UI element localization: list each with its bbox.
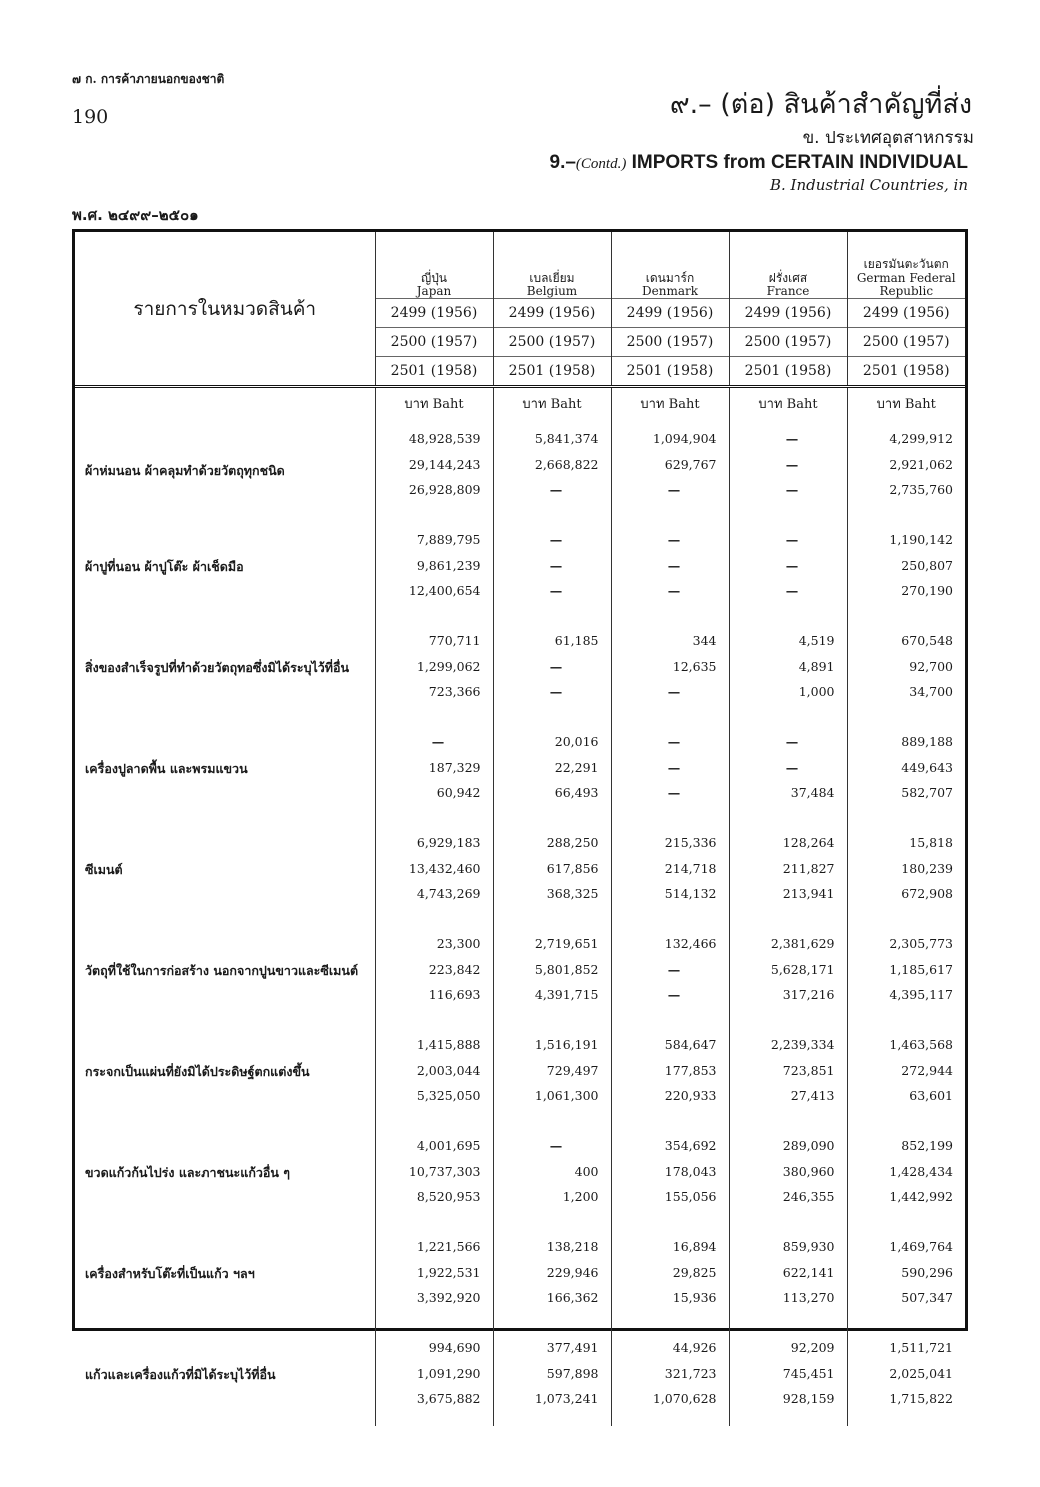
table-row bbox=[75, 719, 965, 820]
value: 44,926 bbox=[672, 1340, 717, 1355]
value: 723,851 bbox=[782, 1062, 835, 1078]
value-cell bbox=[729, 1123, 847, 1224]
value: — bbox=[785, 557, 799, 573]
column-thai-name: เยอรมันตะวันตก bbox=[863, 257, 949, 272]
value: 4,519 bbox=[798, 633, 835, 648]
row-label: แก้วและเครื่องแก้วที่มิได้ระบุไว้ที่อื่น bbox=[85, 1367, 276, 1383]
value: — bbox=[785, 456, 799, 472]
value: 155,056 bbox=[664, 1189, 717, 1204]
value: 60,942 bbox=[436, 785, 481, 800]
column-english-name: German Federal Republic bbox=[856, 270, 956, 298]
value-cell bbox=[847, 418, 965, 517]
value: 61,185 bbox=[554, 633, 599, 648]
value-cell bbox=[493, 618, 611, 719]
value: 622,141 bbox=[782, 1264, 835, 1280]
value: 7,889,795 bbox=[416, 532, 481, 547]
value-cell bbox=[375, 820, 493, 921]
value: — bbox=[549, 532, 563, 547]
value: 597,898 bbox=[546, 1365, 599, 1381]
year-cell: 2500 (1957) bbox=[729, 328, 847, 357]
value-cell bbox=[847, 517, 965, 618]
year-cell: 2501 (1958) bbox=[375, 357, 493, 387]
column-english-name: Denmark bbox=[642, 283, 698, 298]
value-cell bbox=[611, 820, 729, 921]
value: 211,827 bbox=[782, 860, 835, 876]
value: — bbox=[667, 987, 681, 1002]
year-cell: 2501 (1958) bbox=[729, 357, 847, 387]
unit-cell: บาท Baht bbox=[847, 387, 965, 419]
value: — bbox=[785, 532, 799, 547]
page-subtitle-english: B. Industrial Countries, in bbox=[769, 176, 968, 194]
value: 5,841,374 bbox=[534, 431, 599, 446]
value-cell bbox=[375, 921, 493, 1022]
column-thai-name: ญี่ปุ่น bbox=[420, 270, 448, 285]
value: 1,073,241 bbox=[534, 1391, 599, 1406]
value: — bbox=[667, 557, 681, 573]
value-cell bbox=[493, 820, 611, 921]
value: 10,737,303 bbox=[408, 1163, 481, 1179]
value: 92,700 bbox=[909, 658, 953, 674]
value: 13,432,460 bbox=[408, 860, 481, 876]
value-cell bbox=[375, 618, 493, 719]
value: 1,428,434 bbox=[889, 1163, 953, 1179]
value: — bbox=[549, 482, 563, 497]
value: 1,463,568 bbox=[889, 1037, 953, 1052]
value: 368,325 bbox=[546, 886, 599, 901]
value: 2,305,773 bbox=[889, 936, 953, 951]
import-table bbox=[72, 229, 968, 1406]
year-cell: 2499 (1956) bbox=[729, 299, 847, 328]
value-cell bbox=[847, 1022, 965, 1123]
value: 745,451 bbox=[782, 1365, 835, 1381]
value: 344 bbox=[692, 633, 717, 648]
value: 2,381,629 bbox=[770, 936, 835, 951]
value: 250,807 bbox=[901, 557, 953, 573]
column-header-france bbox=[729, 232, 847, 299]
value: 220,933 bbox=[664, 1088, 717, 1103]
value-cell bbox=[729, 1224, 847, 1325]
value: 317,216 bbox=[782, 987, 835, 1002]
value: 214,718 bbox=[664, 860, 717, 876]
value: 66,493 bbox=[554, 785, 599, 800]
value: 5,801,852 bbox=[534, 961, 599, 977]
table-row bbox=[75, 1224, 965, 1325]
value: 400 bbox=[574, 1163, 599, 1179]
value: 380,960 bbox=[782, 1163, 835, 1179]
title-number: 9.– bbox=[549, 152, 576, 173]
table-row bbox=[75, 1325, 965, 1426]
value: 889,188 bbox=[901, 734, 953, 749]
value: 582,707 bbox=[901, 785, 953, 800]
table-row bbox=[75, 921, 965, 1022]
value: 2,239,334 bbox=[770, 1037, 835, 1052]
year-range: พ.ศ. ๒๔๙๙–๒๕๐๑ bbox=[72, 206, 199, 224]
value-cell bbox=[493, 1224, 611, 1325]
column-header-denmark bbox=[611, 232, 729, 299]
value: 15,936 bbox=[672, 1290, 717, 1305]
section-label: ๗ ก. การค้าภายนอกของชาติ bbox=[72, 72, 225, 86]
row-label: ผ้าห่มนอน ผ้าคลุมทำด้วยวัตถุทุกชนิด bbox=[85, 463, 285, 479]
value-cell bbox=[611, 418, 729, 517]
unit-blank-cell bbox=[75, 387, 375, 419]
value: 177,853 bbox=[664, 1062, 717, 1078]
value: 670,548 bbox=[901, 633, 953, 648]
value: 6,929,183 bbox=[416, 835, 481, 850]
table-row bbox=[75, 1123, 965, 1224]
column-english-name: Belgium bbox=[526, 283, 578, 298]
value-cell bbox=[493, 1325, 611, 1426]
year-cell: 2499 (1956) bbox=[375, 299, 493, 328]
value: 213,941 bbox=[782, 886, 835, 901]
page-subtitle-thai: ข. ประเทศอุตสาหกรรม bbox=[802, 128, 974, 148]
value-cell bbox=[493, 1123, 611, 1224]
table-row bbox=[75, 1022, 965, 1123]
title-contd: (Contd.) bbox=[575, 156, 627, 172]
value-cell bbox=[611, 1123, 729, 1224]
table-row bbox=[75, 517, 965, 618]
value: 617,856 bbox=[546, 860, 599, 876]
value-cell bbox=[611, 618, 729, 719]
year-cell: 2501 (1958) bbox=[493, 357, 611, 387]
value: 92,209 bbox=[790, 1340, 835, 1355]
value: 2,025,041 bbox=[889, 1365, 953, 1381]
value: 8,520,953 bbox=[416, 1189, 481, 1204]
year-cell: 2500 (1957) bbox=[611, 328, 729, 357]
value: 178,043 bbox=[664, 1163, 717, 1179]
value-cell bbox=[847, 1325, 965, 1426]
value: 20,016 bbox=[554, 734, 599, 749]
value: 113,270 bbox=[782, 1290, 835, 1305]
row-label: สิ่งของสำเร็จรูปที่ทำด้วยวัตถุทอซึ่งมิได้ระบุไว้ที่อื่น bbox=[85, 660, 350, 676]
value: 2,735,760 bbox=[889, 482, 953, 497]
value: 1,516,191 bbox=[534, 1037, 599, 1052]
value: 449,643 bbox=[901, 759, 953, 775]
value-cell bbox=[375, 1224, 493, 1325]
value-cell bbox=[611, 517, 729, 618]
value: 2,921,062 bbox=[889, 456, 953, 472]
value: 1,415,888 bbox=[416, 1037, 481, 1052]
title-text: IMPORTS from CERTAIN INDIVIDUAL bbox=[631, 152, 968, 173]
unit-cell: บาท Baht bbox=[611, 387, 729, 419]
value: 223,842 bbox=[428, 961, 481, 977]
value: 1,922,531 bbox=[416, 1264, 481, 1280]
value: 288,250 bbox=[546, 835, 599, 850]
value-cell bbox=[493, 517, 611, 618]
value-cell bbox=[375, 418, 493, 517]
value: 15,818 bbox=[909, 835, 953, 850]
value: 514,132 bbox=[664, 886, 717, 901]
value: — bbox=[667, 684, 681, 699]
value: 507,347 bbox=[901, 1290, 953, 1305]
value: 180,239 bbox=[901, 860, 953, 876]
value: 859,930 bbox=[782, 1239, 835, 1254]
value-cell bbox=[375, 517, 493, 618]
column-header-japan bbox=[375, 232, 493, 299]
value: 590,296 bbox=[901, 1264, 953, 1280]
row-label: วัตถุที่ใช้ในการก่อสร้าง นอกจากปูนขาวและซีเมนต์ bbox=[85, 963, 359, 979]
value-cell bbox=[375, 1325, 493, 1426]
value: 16,894 bbox=[672, 1239, 717, 1254]
value: 29,144,243 bbox=[408, 456, 481, 472]
value: 37,484 bbox=[790, 785, 835, 800]
value: 377,491 bbox=[546, 1340, 599, 1355]
value: 1,299,062 bbox=[416, 658, 481, 674]
value-cell bbox=[847, 820, 965, 921]
value: 246,355 bbox=[782, 1189, 835, 1204]
value: 994,690 bbox=[428, 1340, 481, 1355]
value-cell bbox=[847, 1123, 965, 1224]
year-cell: 2501 (1958) bbox=[847, 357, 965, 387]
value: 4,001,695 bbox=[416, 1138, 481, 1153]
table-row bbox=[75, 618, 965, 719]
page-title-thai: ๙.– (ต่อ) สินค้าสำคัญที่ส่ง bbox=[669, 89, 972, 120]
unit-row bbox=[75, 387, 965, 419]
value: 723,366 bbox=[428, 684, 481, 699]
column-header-belgium bbox=[493, 232, 611, 299]
value-cell bbox=[729, 517, 847, 618]
value-cell bbox=[729, 1022, 847, 1123]
value: — bbox=[785, 583, 799, 598]
value: 1,185,617 bbox=[889, 961, 953, 977]
value: — bbox=[667, 583, 681, 598]
row-label: กระจกเป็นแผ่นที่ยังมิได้ประดิษฐ์ตกแต่งขึ้น bbox=[85, 1064, 310, 1080]
value: — bbox=[667, 759, 681, 775]
value: 2,719,651 bbox=[534, 936, 599, 951]
row-label: เครื่องปูลาดพื้น และพรมแขวน bbox=[85, 761, 248, 777]
value: 138,218 bbox=[546, 1239, 599, 1254]
value-cell bbox=[729, 719, 847, 820]
value: — bbox=[667, 532, 681, 547]
value: — bbox=[785, 734, 799, 749]
value-cell bbox=[375, 1022, 493, 1123]
value: — bbox=[549, 658, 563, 674]
value: 4,891 bbox=[798, 658, 835, 674]
value: 1,511,721 bbox=[889, 1340, 953, 1355]
value: 4,299,912 bbox=[889, 431, 953, 446]
value: 12,400,654 bbox=[408, 583, 481, 598]
table-row bbox=[75, 820, 965, 921]
value-cell bbox=[611, 1224, 729, 1325]
value: 2,003,044 bbox=[416, 1062, 481, 1078]
value-cell bbox=[493, 921, 611, 1022]
value: 1,221,566 bbox=[416, 1239, 481, 1254]
year-cell: 2500 (1957) bbox=[847, 328, 965, 357]
value: — bbox=[667, 482, 681, 497]
value: — bbox=[667, 734, 681, 749]
unit-cell: บาท Baht bbox=[375, 387, 493, 419]
year-cell: 2499 (1956) bbox=[611, 299, 729, 328]
value: 116,693 bbox=[428, 987, 481, 1002]
column-header-germany bbox=[847, 232, 965, 299]
value-cell bbox=[493, 719, 611, 820]
value-cell bbox=[729, 820, 847, 921]
year-cell: 2501 (1958) bbox=[611, 357, 729, 387]
value: 29,825 bbox=[672, 1264, 717, 1280]
value: 1,000 bbox=[798, 684, 835, 699]
value: 1,469,764 bbox=[889, 1239, 953, 1254]
column-thai-name: เดนมาร์ก bbox=[645, 270, 695, 285]
table-row bbox=[75, 418, 965, 517]
value: 128,264 bbox=[782, 835, 835, 850]
value-cell bbox=[729, 418, 847, 517]
value: 1,061,300 bbox=[534, 1088, 599, 1103]
value-cell bbox=[847, 1224, 965, 1325]
value: — bbox=[667, 785, 681, 800]
value-cell bbox=[847, 921, 965, 1022]
value-cell bbox=[611, 921, 729, 1022]
row-label: ขวดแก้วก้นไปร่ง และภาชนะแก้วอื่น ๆ bbox=[85, 1165, 291, 1181]
value-cell bbox=[729, 618, 847, 719]
value-cell bbox=[729, 921, 847, 1022]
value: 63,601 bbox=[909, 1088, 953, 1103]
value: 34,700 bbox=[909, 684, 953, 699]
unit-cell: บาท Baht bbox=[493, 387, 611, 419]
value: — bbox=[549, 557, 563, 573]
value: 270,190 bbox=[901, 583, 953, 598]
category-column-header: รายการในหมวดสินค้า bbox=[133, 297, 317, 320]
value: 1,200 bbox=[562, 1189, 599, 1204]
value-cell bbox=[611, 1022, 729, 1123]
unit-cell: บาท Baht bbox=[729, 387, 847, 419]
value: 215,336 bbox=[664, 835, 717, 850]
value: 229,946 bbox=[546, 1264, 599, 1280]
value: 5,325,050 bbox=[416, 1088, 481, 1103]
row-label: ผ้าปูที่นอน ผ้าปูโต๊ะ ผ้าเช็ดมือ bbox=[85, 559, 244, 575]
value: — bbox=[549, 583, 563, 598]
column-thai-name: เบลเยี่ยม bbox=[529, 270, 575, 285]
value: 132,466 bbox=[664, 936, 717, 951]
value: 166,362 bbox=[546, 1290, 599, 1305]
value: — bbox=[431, 734, 445, 749]
value: 1,190,142 bbox=[889, 532, 953, 547]
value: 1,715,822 bbox=[889, 1391, 953, 1406]
value-cell bbox=[375, 719, 493, 820]
value-cell bbox=[375, 1123, 493, 1224]
year-cell: 2500 (1957) bbox=[375, 328, 493, 357]
value-cell bbox=[493, 418, 611, 517]
value: 729,497 bbox=[546, 1062, 599, 1078]
value: — bbox=[785, 431, 799, 446]
value: 48,928,539 bbox=[408, 431, 481, 446]
value-cell bbox=[611, 719, 729, 820]
column-english-name: France bbox=[766, 283, 810, 298]
value: — bbox=[785, 482, 799, 497]
value: — bbox=[785, 759, 799, 775]
value: 4,391,715 bbox=[534, 987, 599, 1002]
value: 629,767 bbox=[664, 456, 717, 472]
value: — bbox=[667, 961, 681, 977]
value: 584,647 bbox=[664, 1037, 717, 1052]
value-cell bbox=[847, 719, 965, 820]
row-label: ซีเมนต์ bbox=[85, 862, 123, 878]
value: 2,668,822 bbox=[534, 456, 599, 472]
value: 3,675,882 bbox=[416, 1391, 481, 1406]
value: — bbox=[549, 684, 563, 699]
value: 5,628,171 bbox=[770, 961, 835, 977]
value: 4,743,269 bbox=[416, 886, 481, 901]
value: 1,442,992 bbox=[889, 1189, 953, 1204]
value: 12,635 bbox=[672, 658, 717, 674]
value: 1,094,904 bbox=[652, 431, 717, 446]
value: 321,723 bbox=[664, 1365, 717, 1381]
value: 187,329 bbox=[428, 759, 481, 775]
value: 27,413 bbox=[790, 1088, 835, 1103]
value: 272,944 bbox=[901, 1062, 953, 1078]
value: 1,091,290 bbox=[416, 1365, 481, 1381]
value: 770,711 bbox=[428, 633, 481, 648]
page-number: 190 bbox=[72, 106, 109, 128]
value: 1,070,628 bbox=[652, 1391, 717, 1406]
value-cell bbox=[729, 1325, 847, 1426]
value: 928,159 bbox=[782, 1391, 835, 1406]
year-cell: 2499 (1956) bbox=[493, 299, 611, 328]
value: 22,291 bbox=[554, 759, 599, 775]
year-cell: 2499 (1956) bbox=[847, 299, 965, 328]
value: 354,692 bbox=[664, 1138, 717, 1153]
value-cell bbox=[493, 1022, 611, 1123]
column-english-name: Japan bbox=[416, 283, 452, 298]
year-cell: 2500 (1957) bbox=[493, 328, 611, 357]
row-label: เครื่องสำหรับโต๊ะที่เป็นแก้ว ฯลฯ bbox=[85, 1266, 255, 1282]
value: — bbox=[549, 1138, 563, 1153]
data-table bbox=[75, 232, 965, 1426]
value: 3,392,920 bbox=[416, 1290, 481, 1305]
value: 4,395,117 bbox=[889, 987, 953, 1002]
value: 26,928,809 bbox=[408, 482, 481, 497]
value: 852,199 bbox=[901, 1138, 953, 1153]
value: 9,861,239 bbox=[416, 557, 481, 573]
value: 23,300 bbox=[436, 936, 481, 951]
value: 289,090 bbox=[782, 1138, 835, 1153]
value-cell bbox=[611, 1325, 729, 1426]
column-thai-name: ฝรั่งเศส bbox=[768, 270, 808, 285]
value-cell bbox=[847, 618, 965, 719]
page-title-english bbox=[550, 152, 969, 174]
value: 672,908 bbox=[901, 886, 953, 901]
